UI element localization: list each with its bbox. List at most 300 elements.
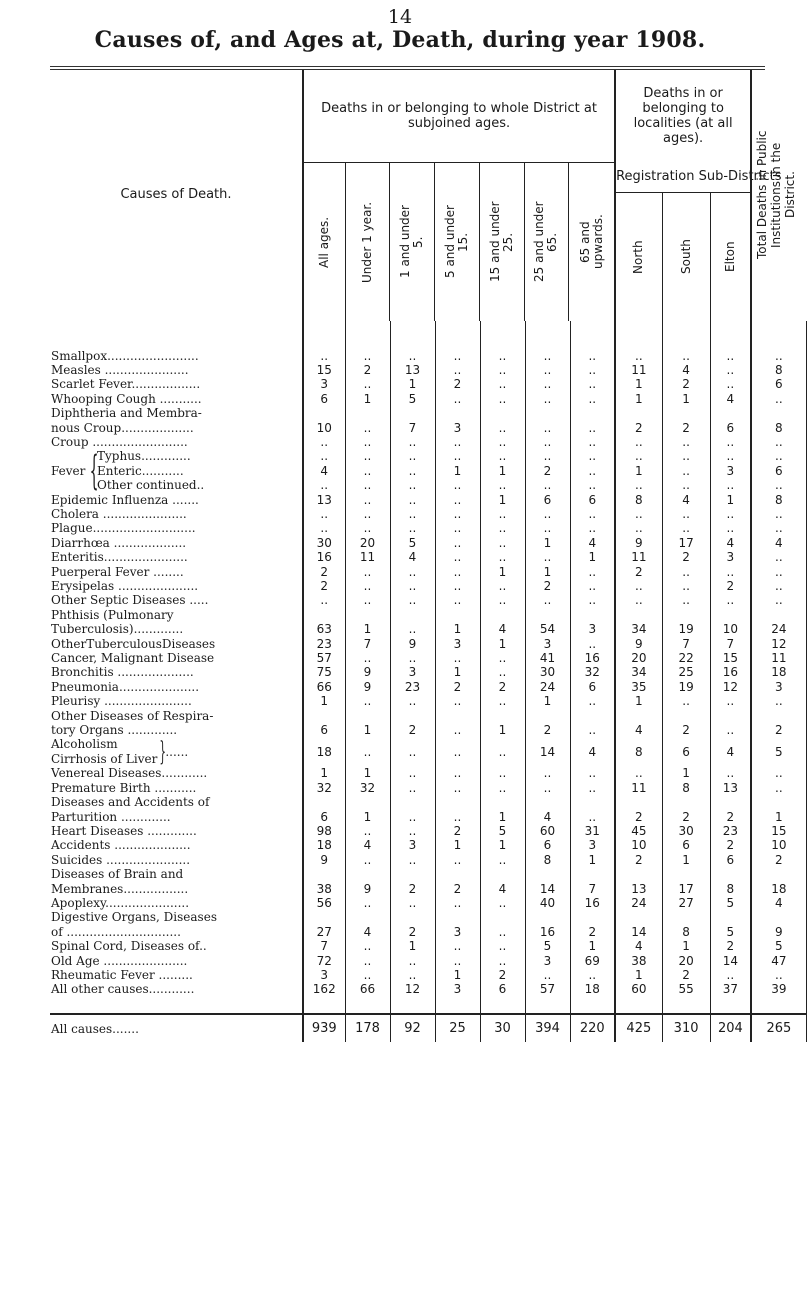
cell-value: 20	[662, 954, 710, 968]
cell-value: ..	[480, 550, 525, 564]
cell-value: 1	[303, 694, 345, 708]
cell-value: ..	[570, 363, 615, 377]
cell-value: 5	[480, 824, 525, 838]
cell-value: 10	[751, 838, 806, 852]
cell-value: 15	[303, 363, 345, 377]
cell-value: 1	[751, 795, 806, 824]
cell-value: 1	[345, 766, 390, 780]
cell-value: ..	[303, 435, 345, 449]
cell-value: ..	[435, 392, 480, 406]
cell-value: 3	[570, 608, 615, 637]
cell-value: 11	[615, 550, 662, 564]
cell-value: 2	[480, 680, 525, 694]
cell-value: 3	[390, 665, 435, 679]
cell-value: 14	[525, 737, 570, 766]
cell-value: ..	[390, 651, 435, 665]
cell-value: ..	[303, 507, 345, 521]
cell-value: ..	[710, 694, 751, 708]
cell-value: ..	[435, 435, 480, 449]
cell-value: 6	[303, 392, 345, 406]
cell-value: 55	[662, 982, 710, 996]
cell-value: ..	[390, 737, 435, 766]
cell-value: ..	[345, 377, 390, 391]
cell-value: ..	[435, 896, 480, 910]
cell-value: 1	[525, 694, 570, 708]
table-row	[50, 680, 806, 694]
table-row	[50, 795, 806, 824]
cell-value: ..	[570, 377, 615, 391]
cell-value: 1	[525, 536, 570, 550]
cell-value: 10	[710, 608, 751, 637]
table-row	[50, 521, 806, 535]
cell-value: 3	[435, 406, 480, 435]
cause-label: Alcoholism Cirrhosis of Liver } ......	[50, 737, 303, 766]
cause-label: Cholera ......................	[50, 507, 303, 521]
cell-value: 8	[525, 853, 570, 867]
cell-value: 27	[303, 910, 345, 939]
cell-value: ..	[435, 493, 480, 507]
cell-value: 35	[615, 680, 662, 694]
cell-value: ..	[345, 565, 390, 579]
cell-value: 75	[303, 665, 345, 679]
cell-value: 1	[345, 795, 390, 824]
cell-value: ..	[480, 363, 525, 377]
cell-value: ..	[662, 593, 710, 607]
cause-label: Scarlet Fever..................	[50, 377, 303, 391]
cell-value: 24	[751, 608, 806, 637]
cell-value: 2	[525, 709, 570, 738]
cell-value: 18	[751, 665, 806, 679]
cell-value: 4	[525, 795, 570, 824]
total-value: 394	[525, 1014, 570, 1042]
cell-value: .. 4 ..	[303, 449, 345, 492]
header-age-col: 25 and under 65.	[525, 163, 570, 321]
cell-value: ..	[710, 435, 751, 449]
cell-value: 7	[303, 939, 345, 953]
cell-value: 39	[751, 982, 806, 996]
cell-value: 2	[662, 968, 710, 982]
cell-value: 1	[615, 694, 662, 708]
cell-value: ..	[345, 406, 390, 435]
cell-value: 1	[570, 939, 615, 953]
cell-value: 10	[303, 406, 345, 435]
cell-value: ..	[303, 349, 345, 363]
cell-value: 3	[390, 838, 435, 852]
cell-value: 3	[435, 982, 480, 996]
cell-value: ..	[435, 795, 480, 824]
cell-value: 4	[662, 363, 710, 377]
cell-value: 30	[303, 536, 345, 550]
cell-value: 13	[710, 781, 751, 795]
cell-value: ..	[480, 853, 525, 867]
cell-value: .. 3 ..	[710, 449, 751, 492]
cell-value: 8	[710, 867, 751, 896]
cell-value: 6	[710, 853, 751, 867]
cell-value: 8	[662, 910, 710, 939]
cell-value: ..	[435, 853, 480, 867]
cell-value: 8	[751, 493, 806, 507]
cell-value: 72	[303, 954, 345, 968]
cause-label: Bronchitis ....................	[50, 665, 303, 679]
table-row	[50, 954, 806, 968]
cell-value: ..	[480, 349, 525, 363]
cell-value: ..	[710, 709, 751, 738]
cell-value: 13	[390, 363, 435, 377]
cell-value: ..	[390, 766, 435, 780]
total-value: 25	[435, 1014, 480, 1042]
cell-value: 2	[615, 406, 662, 435]
cell-value: ..	[525, 392, 570, 406]
cell-value: ..	[345, 853, 390, 867]
cell-value: ..	[480, 536, 525, 550]
page-number: 14	[387, 6, 413, 28]
cell-value: 1	[303, 766, 345, 780]
cell-value: ..	[570, 406, 615, 435]
cell-value: 5	[390, 392, 435, 406]
cell-value: ..	[345, 507, 390, 521]
cell-value: 3	[525, 637, 570, 651]
table-row	[50, 550, 806, 564]
cause-label: Old Age ......................	[50, 954, 303, 968]
cause-label: Diseases of Brain and Membranes.................	[50, 867, 303, 896]
cell-value: ..	[345, 349, 390, 363]
cell-value: 1	[345, 392, 390, 406]
cell-value: 9	[751, 910, 806, 939]
cell-value: ..	[303, 593, 345, 607]
cell-value: 6	[710, 406, 751, 435]
cell-value: 6	[480, 982, 525, 996]
cell-value: 2	[570, 910, 615, 939]
cell-value: 4	[751, 536, 806, 550]
cell-value: 2	[390, 709, 435, 738]
cause-label: Phthisis (Pulmonary Tuberculosis).............	[50, 608, 303, 637]
table-row	[50, 982, 806, 996]
cause-label: Plague...........................	[50, 521, 303, 535]
cell-value: ..	[525, 550, 570, 564]
cause-label: Epidemic Influenza .......	[50, 493, 303, 507]
cell-value: ..	[480, 737, 525, 766]
cell-value: .. 1 ..	[480, 449, 525, 492]
cell-value: 41	[525, 651, 570, 665]
table-row	[50, 781, 806, 795]
table-row	[50, 838, 806, 852]
table-row	[50, 766, 806, 780]
cell-value: 2	[615, 853, 662, 867]
cell-value: ..	[615, 435, 662, 449]
cell-value: 1	[662, 853, 710, 867]
cell-value: ..	[435, 593, 480, 607]
cause-label: Suicides ......................	[50, 853, 303, 867]
cell-value: 9	[303, 853, 345, 867]
cell-value: 11	[345, 550, 390, 564]
cell-value: ..	[390, 896, 435, 910]
cell-value: ..	[525, 406, 570, 435]
cell-value: 1	[345, 709, 390, 738]
cell-value: ..	[525, 435, 570, 449]
cause-label: Pleurisy .......................	[50, 694, 303, 708]
cell-value: ..	[615, 507, 662, 521]
cell-value: 8	[662, 781, 710, 795]
cell-value: 8	[751, 406, 806, 435]
header-age-col: Under 1 year.	[346, 163, 391, 321]
cell-value: ..	[615, 521, 662, 535]
cell-value: 4	[710, 536, 751, 550]
cell-value: ..	[751, 766, 806, 780]
cell-value: 4	[710, 737, 751, 766]
cell-value: 2	[662, 795, 710, 824]
cell-value: 7	[345, 637, 390, 651]
table-row	[50, 694, 806, 708]
cell-value: ..	[480, 392, 525, 406]
cell-value: 24	[525, 680, 570, 694]
cell-value: ..	[390, 853, 435, 867]
cell-value: ..	[525, 349, 570, 363]
cell-value: 4	[345, 838, 390, 852]
cell-value: 14	[710, 954, 751, 968]
cell-value: ..	[751, 435, 806, 449]
cell-value: 57	[525, 982, 570, 996]
cell-value: 18	[303, 737, 345, 766]
cell-value: 98	[303, 824, 345, 838]
cell-value: ..	[662, 579, 710, 593]
cause-label: Puerperal Fever ........	[50, 565, 303, 579]
cell-value: ..	[710, 377, 751, 391]
table-row	[50, 435, 806, 449]
cell-value: ..	[615, 766, 662, 780]
table-row	[50, 392, 806, 406]
cell-value: ..	[570, 579, 615, 593]
cell-value: 60	[525, 824, 570, 838]
cell-value: ..	[345, 968, 390, 982]
cell-value: 30	[525, 665, 570, 679]
cell-value: 8	[751, 363, 806, 377]
cell-value: 1	[480, 709, 525, 738]
cell-value: 2	[710, 838, 751, 852]
top-rule	[50, 66, 765, 67]
table-row	[50, 493, 806, 507]
cell-value: .. 2 ..	[525, 449, 570, 492]
cell-value: 54	[525, 608, 570, 637]
cell-value: 9	[345, 665, 390, 679]
cell-value: 2	[662, 709, 710, 738]
cell-value: 2	[751, 709, 806, 738]
cell-value: ..	[345, 521, 390, 535]
cell-value: ..	[435, 363, 480, 377]
cell-value: ..	[345, 737, 390, 766]
cause-label: All other causes............	[50, 982, 303, 996]
cell-value: 4	[570, 737, 615, 766]
cell-value: 9	[390, 637, 435, 651]
cell-value: 1	[615, 377, 662, 391]
cell-value: 6	[525, 838, 570, 852]
cell-value: ..	[662, 507, 710, 521]
cell-value: ..	[525, 781, 570, 795]
cell-value: 2	[390, 910, 435, 939]
table-row	[50, 867, 806, 896]
cell-value: 9	[615, 536, 662, 550]
cell-value: ..	[751, 781, 806, 795]
cell-value: 3	[303, 968, 345, 982]
cell-value: 5	[751, 737, 806, 766]
cell-value: 9	[615, 637, 662, 651]
cell-value: 4	[615, 939, 662, 953]
cell-value: ..	[751, 507, 806, 521]
cell-value: 18	[751, 867, 806, 896]
cell-value: 1	[480, 795, 525, 824]
cell-value: 2	[435, 680, 480, 694]
cell-value: 30	[662, 824, 710, 838]
cell-value: ..	[390, 824, 435, 838]
cause-label: Apoplexy......................	[50, 896, 303, 910]
cell-value: 20	[345, 536, 390, 550]
cell-value: ..	[570, 766, 615, 780]
table-row	[50, 449, 806, 492]
total-value: 939	[303, 1014, 345, 1042]
cell-value: ..	[525, 593, 570, 607]
cell-value: ..	[710, 349, 751, 363]
header-locality-elton: Elton	[710, 192, 751, 320]
cell-value: 9	[345, 680, 390, 694]
cell-value: 2	[710, 939, 751, 953]
cell-value: ..	[751, 694, 806, 708]
cell-value: ..	[570, 968, 615, 982]
cell-value: ..	[480, 507, 525, 521]
cell-value: 1	[390, 377, 435, 391]
cell-value: ..	[480, 651, 525, 665]
cell-value: ..	[345, 939, 390, 953]
cell-value: 5	[390, 536, 435, 550]
cell-value: 56	[303, 896, 345, 910]
cause-label: Other Diseases of Respira- tory Organs .............	[50, 709, 303, 738]
cell-value: ..	[435, 565, 480, 579]
cell-value: ..	[390, 435, 435, 449]
cell-value: ..	[710, 766, 751, 780]
header-age-col: All ages.	[304, 163, 346, 321]
cell-value: ..	[390, 795, 435, 824]
page-title: Causes of, and Ages at, Death, during year 1908.	[94, 27, 706, 53]
cell-value: 8	[615, 737, 662, 766]
table-row	[50, 709, 806, 738]
cell-value: ..	[345, 954, 390, 968]
cell-value: ..	[480, 896, 525, 910]
cell-value: ..	[435, 737, 480, 766]
cell-value: ..	[345, 651, 390, 665]
cell-value: ..	[480, 593, 525, 607]
table-row	[50, 896, 806, 910]
cell-value: ..	[710, 521, 751, 535]
cause-label: Croup .........................	[50, 435, 303, 449]
cell-value: 1	[435, 665, 480, 679]
cell-value: ..	[435, 709, 480, 738]
cell-value: ..	[480, 406, 525, 435]
cell-value: 57	[303, 651, 345, 665]
totals-row	[50, 1014, 806, 1042]
cell-value: ..	[480, 665, 525, 679]
cell-value: ..	[435, 521, 480, 535]
cell-value: 17	[662, 536, 710, 550]
cell-value: 19	[662, 680, 710, 694]
header-age-col: 15 and under 25.	[480, 163, 525, 321]
cell-value: ..	[751, 392, 806, 406]
cell-value: ..	[480, 694, 525, 708]
cell-value: 3	[303, 377, 345, 391]
header-locality-group: Deaths in or belonging to localities (at all ages).	[615, 70, 751, 162]
cell-value: ..	[570, 709, 615, 738]
table-row	[50, 608, 806, 637]
cell-value: ..	[751, 521, 806, 535]
cell-value: 1	[615, 392, 662, 406]
table-row	[50, 853, 806, 867]
cell-value: ..	[480, 377, 525, 391]
cell-value: 4	[751, 896, 806, 910]
table-row	[50, 968, 806, 982]
table-row	[50, 824, 806, 838]
cell-value: ..	[710, 363, 751, 377]
cell-value: 8	[615, 493, 662, 507]
cause-label: Spinal Cord, Diseases of..	[50, 939, 303, 953]
cell-value: ..	[435, 781, 480, 795]
header-locality-south: South	[662, 192, 710, 320]
cell-value: 34	[615, 608, 662, 637]
cell-value: 38	[303, 867, 345, 896]
cell-value: 2	[662, 550, 710, 564]
cause-label: Erysipelas .....................	[50, 579, 303, 593]
table-row	[50, 939, 806, 953]
table-row	[50, 637, 806, 651]
cell-value: 9	[345, 867, 390, 896]
cell-value: ..	[480, 521, 525, 535]
cell-value: 2	[345, 363, 390, 377]
cell-value: 66	[303, 680, 345, 694]
cell-value: 3	[435, 637, 480, 651]
cell-value: ..	[525, 363, 570, 377]
cause-label: Fever { Typhus............. Enteric........... Other continued..	[50, 449, 303, 492]
cell-value: 15	[710, 651, 751, 665]
cell-value: 11	[751, 651, 806, 665]
cell-value: 14	[525, 867, 570, 896]
cause-label: Venereal Diseases............	[50, 766, 303, 780]
cell-value: 2	[710, 579, 751, 593]
cell-value: 20	[615, 651, 662, 665]
cell-value: 1	[615, 968, 662, 982]
cell-value: 1	[662, 766, 710, 780]
cell-value: ..	[570, 637, 615, 651]
cell-value: 2	[751, 853, 806, 867]
cell-value: ..	[525, 968, 570, 982]
table-row	[50, 737, 806, 766]
cell-value: ..	[751, 593, 806, 607]
cell-value: 2	[480, 968, 525, 982]
cell-value: ..	[570, 349, 615, 363]
cell-value: 47	[751, 954, 806, 968]
cell-value: 1	[480, 565, 525, 579]
cell-value: 3	[751, 680, 806, 694]
header-age-col: 5 and under 15.	[435, 163, 480, 321]
cell-value: 2	[615, 565, 662, 579]
cell-value: 1	[480, 493, 525, 507]
cell-value: 3	[710, 550, 751, 564]
cell-value: 1	[480, 637, 525, 651]
cell-value: ..	[390, 954, 435, 968]
cell-value: 1	[570, 853, 615, 867]
header-registration: Registration Sub-Districts	[615, 162, 751, 192]
cell-value: 7	[710, 637, 751, 651]
header-age-group: Deaths in or belonging to whole District at subjoined ages.	[303, 70, 615, 162]
cell-value: 1	[435, 838, 480, 852]
cell-value: ..	[710, 565, 751, 579]
cell-value: 24	[615, 896, 662, 910]
cell-value: 23	[390, 680, 435, 694]
